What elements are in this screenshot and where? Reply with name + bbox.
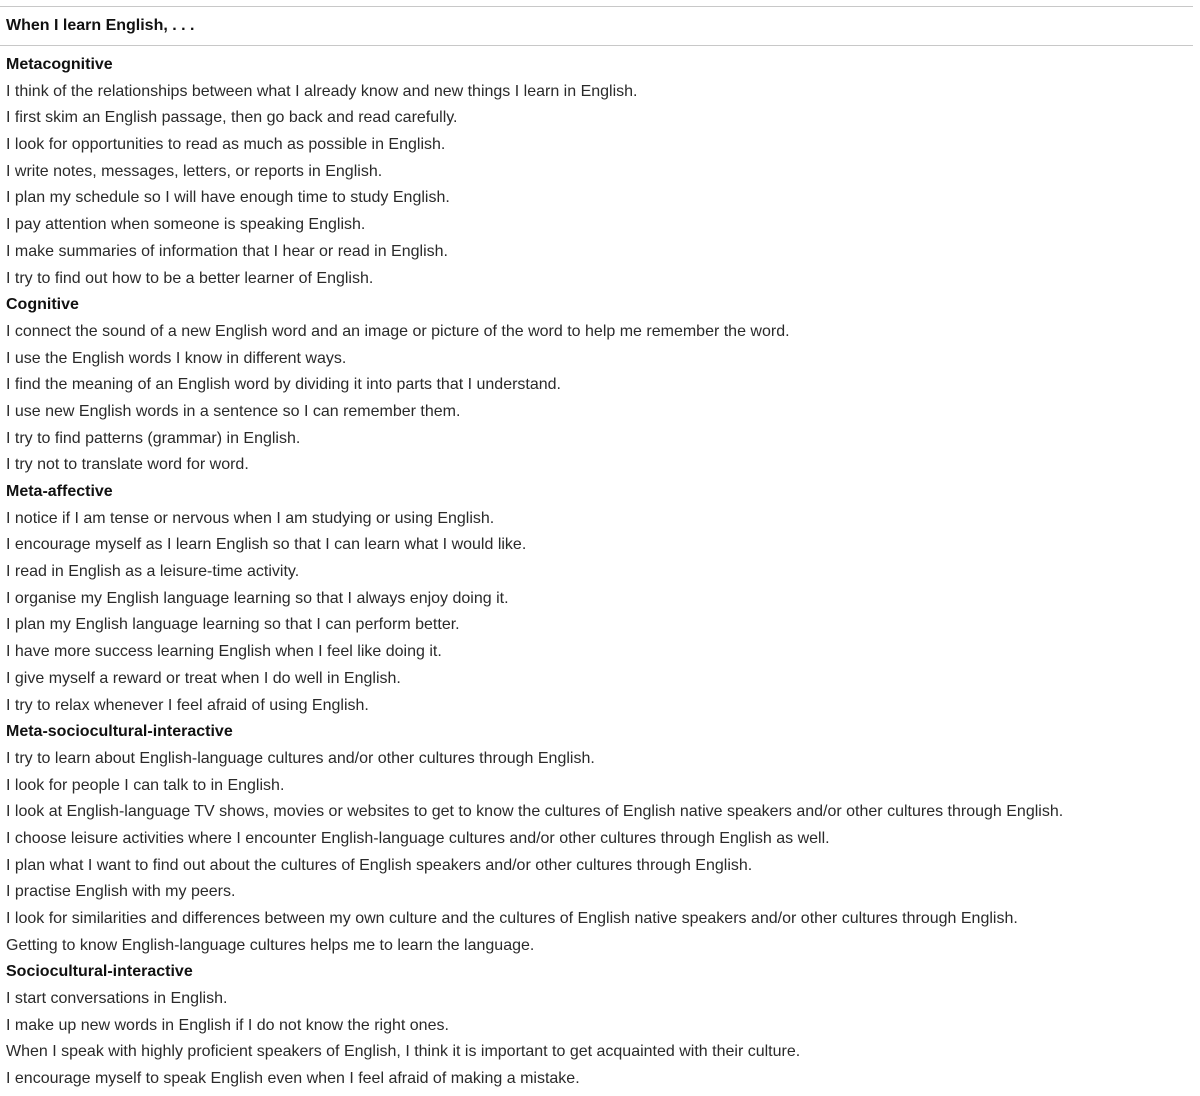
section-title: Meta-affective [6,483,113,500]
table-row: I plan my schedule so I will have enough time to study English. [6,189,450,207]
table-body [0,46,1193,1093]
table-row: When I speak with highly proficient speakers of English, I think it is important to get acquainted with their culture. [6,1043,801,1061]
table-row: I look for similarities and differences between my own culture and the cultures of English native speakers and/or other cultures through English. [6,910,1018,927]
table-row: I organise my English language learning so that I always enjoy doing it. [6,589,509,607]
table-row: I try not to translate word for word. [6,456,249,474]
strategy-table [0,6,1193,1093]
section-title: Cognitive [6,296,79,314]
table-row: I read in English as a leisure-time activity. [6,563,300,581]
table-row: I plan my English language learning so that I can perform better. [6,616,460,634]
table-row: I give myself a reward or treat when I do well in English. [6,669,401,687]
table-row: I think of the relationships between what I already know and new things I learn in English. [6,82,638,100]
section-title: Metacognitive [6,56,113,73]
table-row: I pay attention when someone is speaking English. [6,216,366,234]
table-row: I find the meaning of an English word by dividing it into parts that I understand. [6,376,561,394]
table-row: I practise English with my peers. [6,883,236,901]
table-row: I try to learn about English-language cultures and/or other cultures through English. [6,749,595,767]
table-row: I look for people I can talk to in English. [6,776,285,794]
table-row: I try to relax whenever I feel afraid of using English. [6,696,369,714]
table-row: I have more success learning English when I feel like doing it. [6,643,442,661]
table-row: I make summaries of information that I hear or read in English. [6,242,448,260]
table-row: I choose leisure activities where I encounter English-language cultures and/or other cultures through English as well. [6,829,830,847]
table-row: I first skim an English passage, then go back and read carefully. [6,109,458,127]
table-row: I plan what I want to find out about the cultures of English speakers and/or other cultures through English. [6,856,753,874]
table-row: Getting to know English-language cultures helps me to learn the language. [6,936,535,954]
table-row: I encourage myself as I learn English so that I can learn what I would like. [6,536,527,554]
table-row: I connect the sound of a new English word and an image or picture of the word to help me remember the word. [6,322,790,340]
table-header: When I learn English, . . . [6,17,195,34]
section-title: Meta-sociocultural-interactive [6,723,233,741]
table-row: I encourage myself to speak English even when I feel afraid of making a mistake. [6,1070,580,1088]
table-row: I use new English words in a sentence so I can remember them. [6,402,461,420]
table-row: I notice if I am tense or nervous when I am studying or using English. [6,509,495,527]
table-row: I try to find out how to be a better learner of English. [6,269,374,287]
table-row: I look at English-language TV shows, movies or websites to get to know the cultures of English native speakers and/or other cultures through English. [6,803,1064,821]
table-row: I start conversations in English. [6,990,228,1008]
table-row: I look for opportunities to read as much as possible in English. [6,136,446,154]
table-row: I try to find patterns (grammar) in English. [6,429,301,447]
table-row: I write notes, messages, letters, or reports in English. [6,162,383,180]
table-row: I make up new words in English if I do not know the right ones. [6,1016,449,1034]
section-title: Sociocultural-interactive [6,963,193,981]
table-row: I use the English words I know in different ways. [6,349,347,367]
